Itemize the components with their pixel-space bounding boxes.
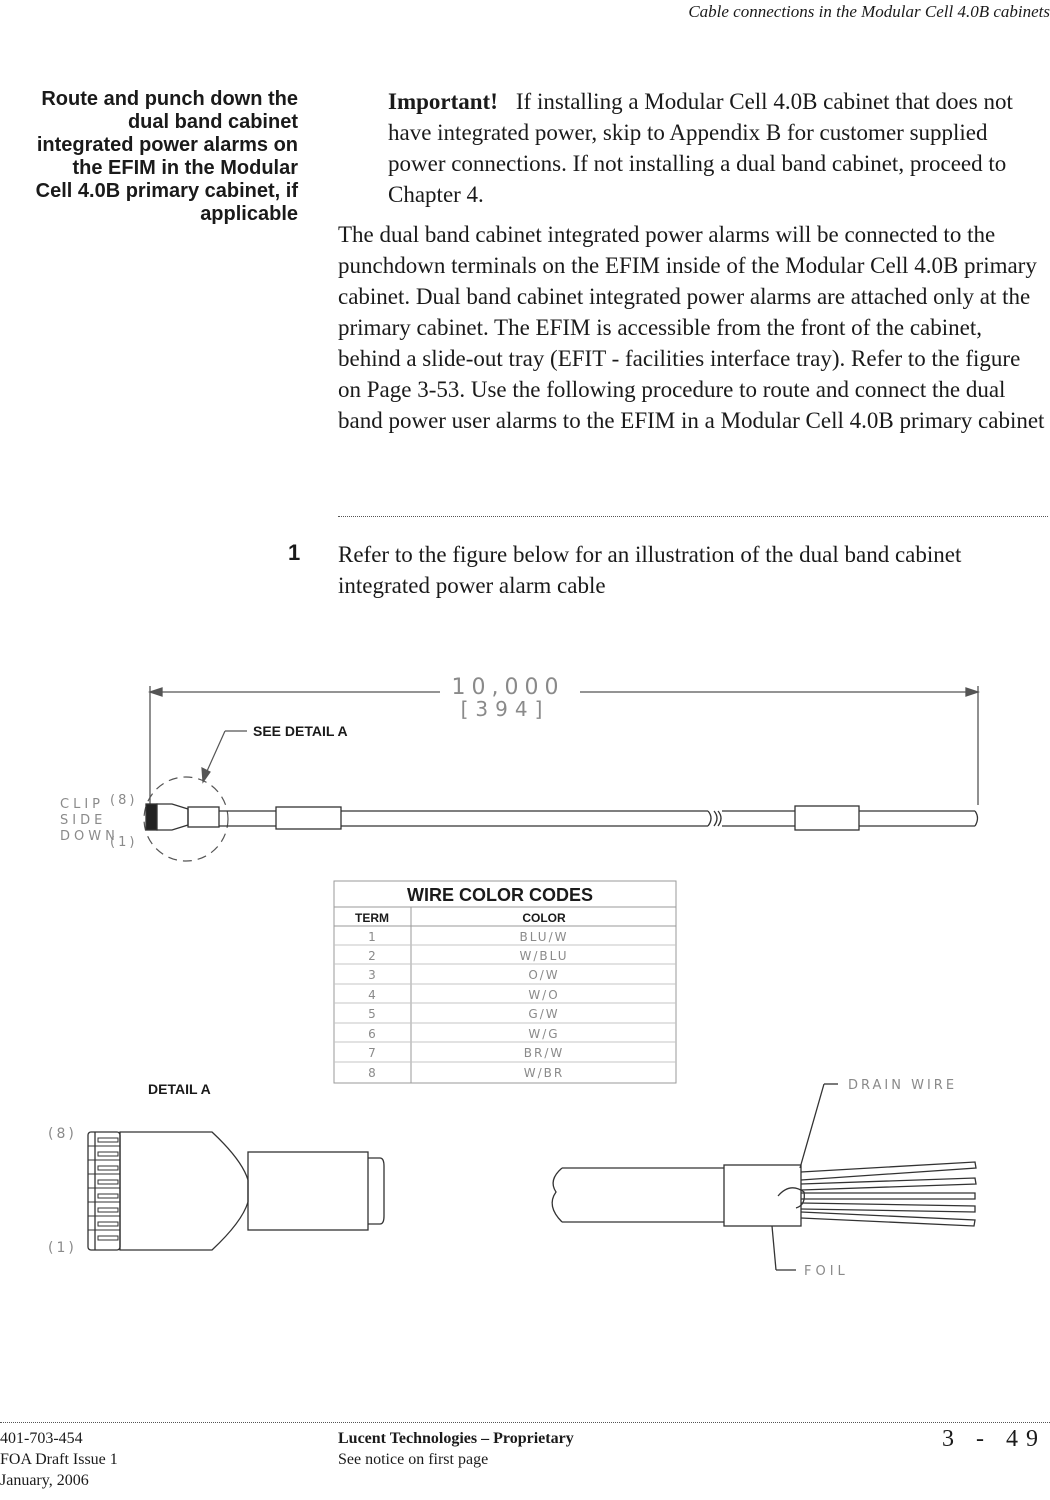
table-header-color: COLOR [522,911,566,925]
length-in-label: [394] [460,697,550,721]
table-cell-term: 8 [368,1066,376,1080]
side-heading-line: Cell 4.0B primary cabinet, if [35,180,298,202]
table-cell-term: 3 [368,968,376,982]
important-note [388,86,1048,210]
footer-proprietary [338,1428,574,1470]
detail-leader [144,731,247,861]
table-cell-term: 4 [368,988,376,1002]
table-cell-term: 6 [368,1027,376,1041]
step-text: Refer to the figure below for an illustration of the dual band cabinet integrated power alarm cable [338,542,962,598]
table-cell-color: BR/W [523,1046,565,1060]
table-cell-term: 2 [368,949,376,963]
detail-a-label: DETAIL A [148,1081,211,1097]
side-heading-line: dual band cabinet [127,111,298,133]
table-cell-term: 5 [368,1007,376,1021]
length-dimension [150,686,978,805]
doc-date: January, 2006 [0,1472,89,1489]
doc-number: 401-703-454 [0,1430,83,1447]
important-label: Important! [388,89,498,114]
body-paragraph: The dual band cabinet integrated power alarms will be connected to the punchdown terminals on the EFIM inside of the Modular Cell 4.0B primary cabinet. Dual band cabinet integrated power alarms are attached only at the primary cabinet. The EFIM is accessible from the front of the cabinet, behind a slide-out tray (EFIT - facilities interface tray). Refer to the figure on Page 3-53. Use the following procedure to route and connect the dual band power user alarms to the EFIM in a Modular Cell 4.0B primary cabinet [338,222,1045,433]
side-heading-line: the EFIM in the Modular [72,157,298,179]
side-heading-line: applicable [200,203,298,225]
table-cell-color: W/O [528,988,560,1002]
table-cell-term: 1 [368,930,376,944]
table-title: WIRE COLOR CODES [406,885,594,905]
clip-side-down-label: CLIP [60,797,104,812]
table-header-term: TERM [355,911,389,925]
important-text: If installing a Modular Cell 4.0B cabinet that does not have integrated power, skip to Appendix B for customer supplied power connections. If not installing a dual band cabinet, proceed to Chapter 4. [388,89,1013,207]
company-notice: Lucent Technologies – Proprietary [338,1430,574,1447]
notice-text: See notice on first page [338,1451,489,1468]
footer-doc-info [0,1428,118,1491]
wire-color-table [334,881,676,1083]
step-number: 1 [288,540,301,565]
alarm-cable-figure [0,660,1050,1300]
side-heading-line: integrated power alarms on [36,134,298,156]
pin-1-label: (1) [110,835,138,850]
table-cell-color: G/W [528,1007,560,1021]
procedure-divider [338,516,1048,517]
clip-side-down-label: SIDE [60,813,107,828]
table-cell-color: BLU/W [519,930,569,944]
table-cell-term: 7 [368,1046,376,1060]
cable-drawing [146,804,978,830]
detail-pin-1-label: (1) [48,1240,77,1256]
table-cell-color: W/G [528,1027,560,1041]
length-mm-label: 10,000 [451,675,565,700]
detail-pin-8-label: (8) [48,1126,77,1142]
table-cell-color: W/BR [523,1066,565,1080]
detail-connector [88,1132,384,1250]
drain-wire-label: DRAIN WIRE [848,1078,958,1093]
table-cell-color: W/BLU [519,949,569,963]
pin-8-label: (8) [110,793,138,808]
doc-issue: FOA Draft Issue 1 [0,1451,118,1468]
section-side-heading [0,88,298,226]
footer-divider [0,1422,1050,1423]
clip-side-down-label: DOWN [60,829,119,844]
side-heading-line: Route and punch down the [41,88,298,110]
table-cell-color: O/W [528,968,560,982]
see-detail-label: SEE DETAIL A [253,723,348,739]
foil-label: FOIL [804,1264,849,1279]
running-header: Cable connections in the Modular Cell 4.0B cabinets [688,2,1050,21]
page-number: 3 - 49 [942,1426,1046,1452]
cable-end-drawing [552,1084,976,1270]
